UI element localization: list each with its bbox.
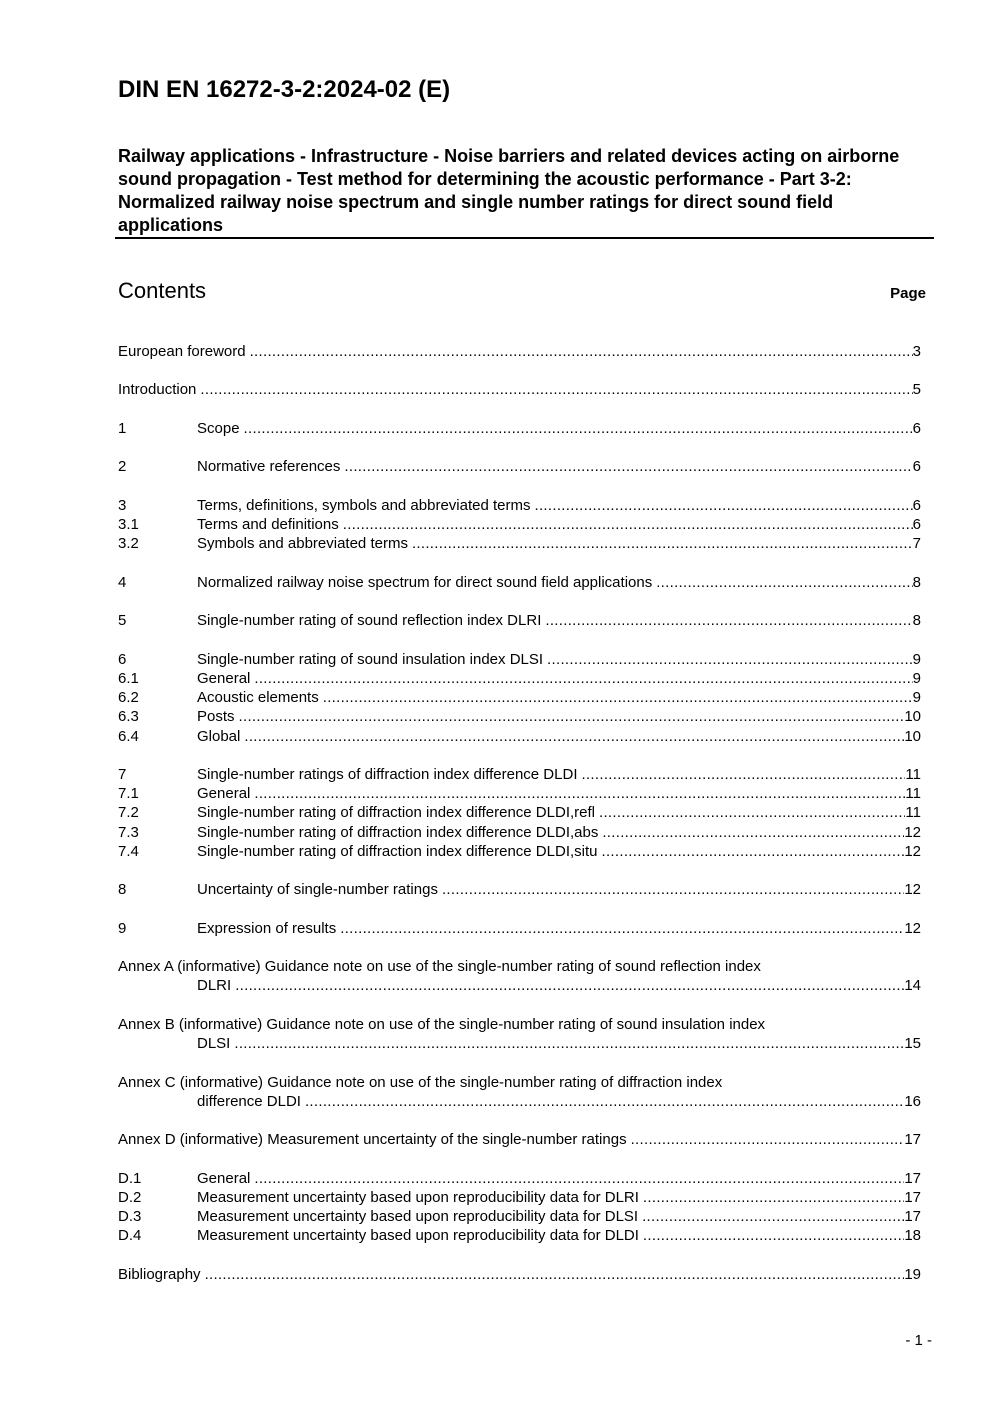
document-id: DIN EN 16272-3-2:2024-02 (E) — [118, 76, 451, 103]
leader-dots — [244, 727, 904, 746]
toc-entry-title: Global — [197, 727, 241, 745]
toc-entry[interactable] — [118, 457, 921, 476]
toc-group — [118, 957, 921, 995]
toc-entry-title: Posts — [197, 708, 235, 726]
toc-entry[interactable] — [118, 727, 921, 746]
table-of-contents — [118, 342, 921, 1303]
toc-group — [118, 919, 921, 938]
toc-entry[interactable] — [118, 611, 921, 630]
toc-entry-page: 11 — [905, 785, 921, 803]
toc-entry-title: Annex D (informative) Measurement uncertainty of the single-number ratings — [118, 1131, 627, 1149]
toc-entry-page: 19 — [904, 1265, 921, 1283]
leader-dots — [323, 688, 913, 707]
toc-entry-number: 6.2 — [118, 689, 139, 707]
toc-entry-title: Annex A (informative) Guidance note on use of the single-number rating of sound reflection index — [118, 958, 761, 976]
toc-entry-page: 9 — [912, 650, 921, 668]
toc-entry[interactable] — [118, 1015, 921, 1053]
toc-group — [118, 1169, 921, 1246]
toc-entry-number: 8 — [118, 881, 127, 899]
toc-entry-number: 9 — [118, 919, 127, 937]
toc-entry-title: Single-number rating of sound insulation index DLSI — [197, 650, 544, 668]
leader-dots — [254, 1169, 904, 1188]
toc-entry-title: Normative references — [197, 458, 341, 476]
toc-entry-title: Single-number rating of diffraction index difference DLDI,refl — [197, 804, 595, 822]
leader-dots — [235, 976, 904, 995]
toc-entry-page: 12 — [904, 823, 921, 841]
toc-entry-page: 5 — [912, 381, 921, 399]
toc-entry-number: 1 — [118, 419, 127, 437]
toc-entry-page: 15 — [904, 1035, 921, 1053]
toc-entry[interactable] — [118, 707, 921, 726]
toc-entry[interactable] — [118, 957, 921, 995]
leader-dots — [412, 534, 913, 553]
toc-entry-page: 3 — [912, 343, 921, 360]
toc-entry-title: General — [197, 1169, 251, 1187]
leader-dots — [643, 1188, 904, 1207]
toc-entry-page: 18 — [904, 1227, 921, 1245]
toc-entry-page: 8 — [912, 612, 921, 630]
toc-group — [118, 496, 921, 554]
toc-entry-page: 6 — [912, 496, 921, 514]
toc-group — [118, 573, 921, 592]
leader-dots — [254, 669, 912, 688]
toc-entry-title: General — [197, 785, 251, 803]
document-subtitle: Railway applications - Infrastructure - Noise barriers and related devices acting on airborne sound propagation - Test method for determining the acoustic performance - Part 3-2: Normalized railway noise spectrum and single number ratings for direct sound field applications — [118, 146, 900, 235]
toc-entry-number: 5 — [118, 612, 127, 630]
leader-dots — [582, 765, 906, 784]
toc-group — [118, 380, 921, 399]
toc-entry-number: 7.4 — [118, 842, 139, 860]
toc-entry[interactable] — [118, 515, 921, 534]
toc-entry[interactable] — [118, 1169, 921, 1188]
leader-dots — [599, 803, 905, 822]
toc-entry[interactable] — [118, 688, 921, 707]
toc-entry-number: 2 — [118, 458, 127, 476]
leader-dots — [343, 515, 913, 534]
leader-dots — [545, 611, 912, 630]
toc-entry-title: Scope — [197, 419, 240, 437]
toc-entry-number: 3.2 — [118, 535, 139, 553]
toc-group — [118, 765, 921, 861]
toc-entry[interactable] — [118, 1265, 921, 1284]
toc-entry-page: 17 — [904, 1169, 921, 1187]
toc-entry-title: Single-number ratings of diffraction index difference DLDI — [197, 766, 578, 783]
toc-entry-number: 6.3 — [118, 708, 139, 726]
toc-entry-number: 4 — [118, 573, 127, 591]
toc-entry-page: 12 — [904, 919, 921, 937]
toc-entry[interactable] — [118, 1207, 921, 1226]
toc-entry[interactable] — [118, 823, 921, 842]
toc-entry-title: Terms, definitions, symbols and abbreviated terms — [197, 496, 531, 514]
toc-entry-title: Single-number rating of diffraction index difference DLDI,abs — [197, 823, 599, 841]
toc-entry[interactable] — [118, 765, 921, 784]
toc-entry[interactable] — [118, 842, 921, 861]
toc-group — [118, 1130, 921, 1149]
toc-entry-title: Uncertainty of single-number ratings — [197, 881, 438, 899]
toc-entry-title-continued: difference DLDI — [197, 1092, 301, 1110]
toc-entry[interactable] — [118, 534, 921, 553]
toc-group — [118, 650, 921, 746]
leader-dots — [344, 457, 912, 476]
toc-entry-title: Terms and definitions — [197, 516, 339, 534]
leader-dots — [442, 880, 904, 899]
toc-entry[interactable] — [118, 380, 921, 399]
leader-dots — [602, 842, 905, 861]
toc-entry-page: 11 — [905, 766, 921, 783]
toc-entry[interactable] — [118, 1130, 921, 1149]
toc-entry-page: 17 — [904, 1188, 921, 1206]
toc-entry-title: Measurement uncertainty based upon reproducibility data for DLRI — [197, 1188, 639, 1206]
leader-dots — [239, 707, 905, 726]
toc-entry[interactable] — [118, 650, 921, 669]
leader-dots — [200, 380, 912, 399]
toc-entry-number: 7.2 — [118, 804, 139, 822]
contents-heading: Contents — [118, 278, 207, 303]
toc-entry[interactable] — [118, 419, 921, 438]
toc-group — [118, 342, 921, 361]
toc-entry[interactable] — [118, 1226, 921, 1245]
toc-entry[interactable] — [118, 919, 921, 938]
toc-entry[interactable] — [118, 573, 921, 592]
toc-entry-page: 6 — [912, 419, 921, 437]
toc-entry[interactable] — [118, 880, 921, 899]
toc-group — [118, 419, 921, 438]
leader-dots — [234, 1034, 904, 1053]
toc-entry-page: 17 — [904, 1208, 921, 1226]
toc-entry-title: Acoustic elements — [197, 689, 319, 707]
toc-entry-page: 10 — [904, 727, 921, 745]
toc-entry-number: 6.4 — [118, 727, 139, 745]
toc-entry-page: 10 — [904, 708, 921, 726]
toc-entry-page: 6 — [912, 458, 921, 476]
page-column-label: Page — [890, 285, 926, 302]
toc-entry-title: Normalized railway noise spectrum for direct sound field applications — [197, 573, 653, 591]
toc-entry-title: European foreword — [118, 343, 246, 360]
leader-dots — [642, 1207, 904, 1226]
leader-dots — [250, 342, 913, 361]
toc-group — [118, 880, 921, 899]
leader-dots — [656, 573, 912, 592]
toc-entry-title: Expression of results — [197, 919, 337, 937]
leader-dots — [340, 919, 904, 938]
toc-entry-page: 9 — [912, 689, 921, 707]
toc-entry-title: General — [197, 669, 251, 687]
toc-entry-page: 8 — [912, 573, 921, 591]
toc-entry-number: 3.1 — [118, 516, 139, 534]
toc-entry[interactable] — [118, 342, 921, 361]
toc-entry[interactable] — [118, 1073, 921, 1111]
toc-entry-title: Annex C (informative) Guidance note on use of the single-number rating of diffraction index — [118, 1073, 723, 1091]
toc-entry-number: 7.1 — [118, 785, 139, 803]
toc-entry-title: Annex B (informative) Guidance note on use of the single-number rating of sound insulation index — [118, 1015, 766, 1033]
leader-dots — [244, 419, 913, 438]
title-divider — [115, 237, 934, 239]
toc-entry-title: Measurement uncertainty based upon reproducibility data for DLDI — [197, 1227, 639, 1245]
toc-entry-title: Introduction — [118, 381, 197, 399]
toc-entry[interactable] — [118, 496, 921, 515]
toc-entry-page: 17 — [904, 1131, 921, 1149]
toc-group — [118, 1015, 921, 1053]
toc-entry-title-continued: DLSI — [197, 1035, 231, 1053]
toc-entry-title: Measurement uncertainty based upon reproducibility data for DLSI — [197, 1208, 639, 1226]
toc-entry-number: D.4 — [118, 1227, 142, 1245]
toc-entry-title-continued: DLRI — [197, 977, 232, 995]
leader-dots — [547, 650, 913, 669]
toc-entry-page: 7 — [912, 535, 921, 553]
leader-dots — [631, 1130, 905, 1149]
toc-entry-number: 7 — [118, 766, 127, 783]
leader-dots — [205, 1265, 905, 1284]
toc-entry-page: 12 — [904, 881, 921, 899]
toc-group — [118, 1265, 921, 1284]
toc-entry[interactable] — [118, 1188, 921, 1207]
toc-entry-number: 6.1 — [118, 669, 139, 687]
toc-entry-number: D.2 — [118, 1188, 142, 1206]
toc-group — [118, 457, 921, 476]
toc-group — [118, 1073, 921, 1111]
toc-entry-title: Symbols and abbreviated terms — [197, 535, 408, 553]
toc-entry-number: D.1 — [118, 1169, 142, 1187]
leader-dots — [254, 784, 905, 803]
leader-dots — [305, 1092, 904, 1111]
toc-entry-page: 16 — [904, 1092, 921, 1110]
toc-entry-number: 3 — [118, 496, 127, 514]
toc-entry-number: D.3 — [118, 1208, 142, 1226]
toc-entry-page: 14 — [904, 977, 921, 995]
toc-entry-page: 9 — [912, 669, 921, 687]
toc-entry-title: Single-number rating of sound reflection index DLRI — [197, 612, 542, 630]
toc-entry-title: Bibliography — [118, 1265, 201, 1283]
leader-dots — [643, 1226, 904, 1245]
toc-entry-title: Single-number rating of diffraction index difference DLDI,situ — [197, 842, 598, 860]
toc-entry[interactable] — [118, 784, 921, 803]
toc-entry-number: 6 — [118, 650, 127, 668]
toc-entry[interactable] — [118, 803, 921, 822]
toc-entry-page: 6 — [912, 516, 921, 534]
leader-dots — [534, 496, 912, 515]
toc-entry[interactable] — [118, 669, 921, 688]
toc-entry-page: 12 — [904, 842, 921, 860]
toc-entry-number: 7.3 — [118, 823, 139, 841]
toc-entry-page: 11 — [905, 804, 921, 822]
page-number: - 1 - — [905, 1332, 932, 1349]
leader-dots — [602, 823, 904, 842]
toc-group — [118, 611, 921, 630]
